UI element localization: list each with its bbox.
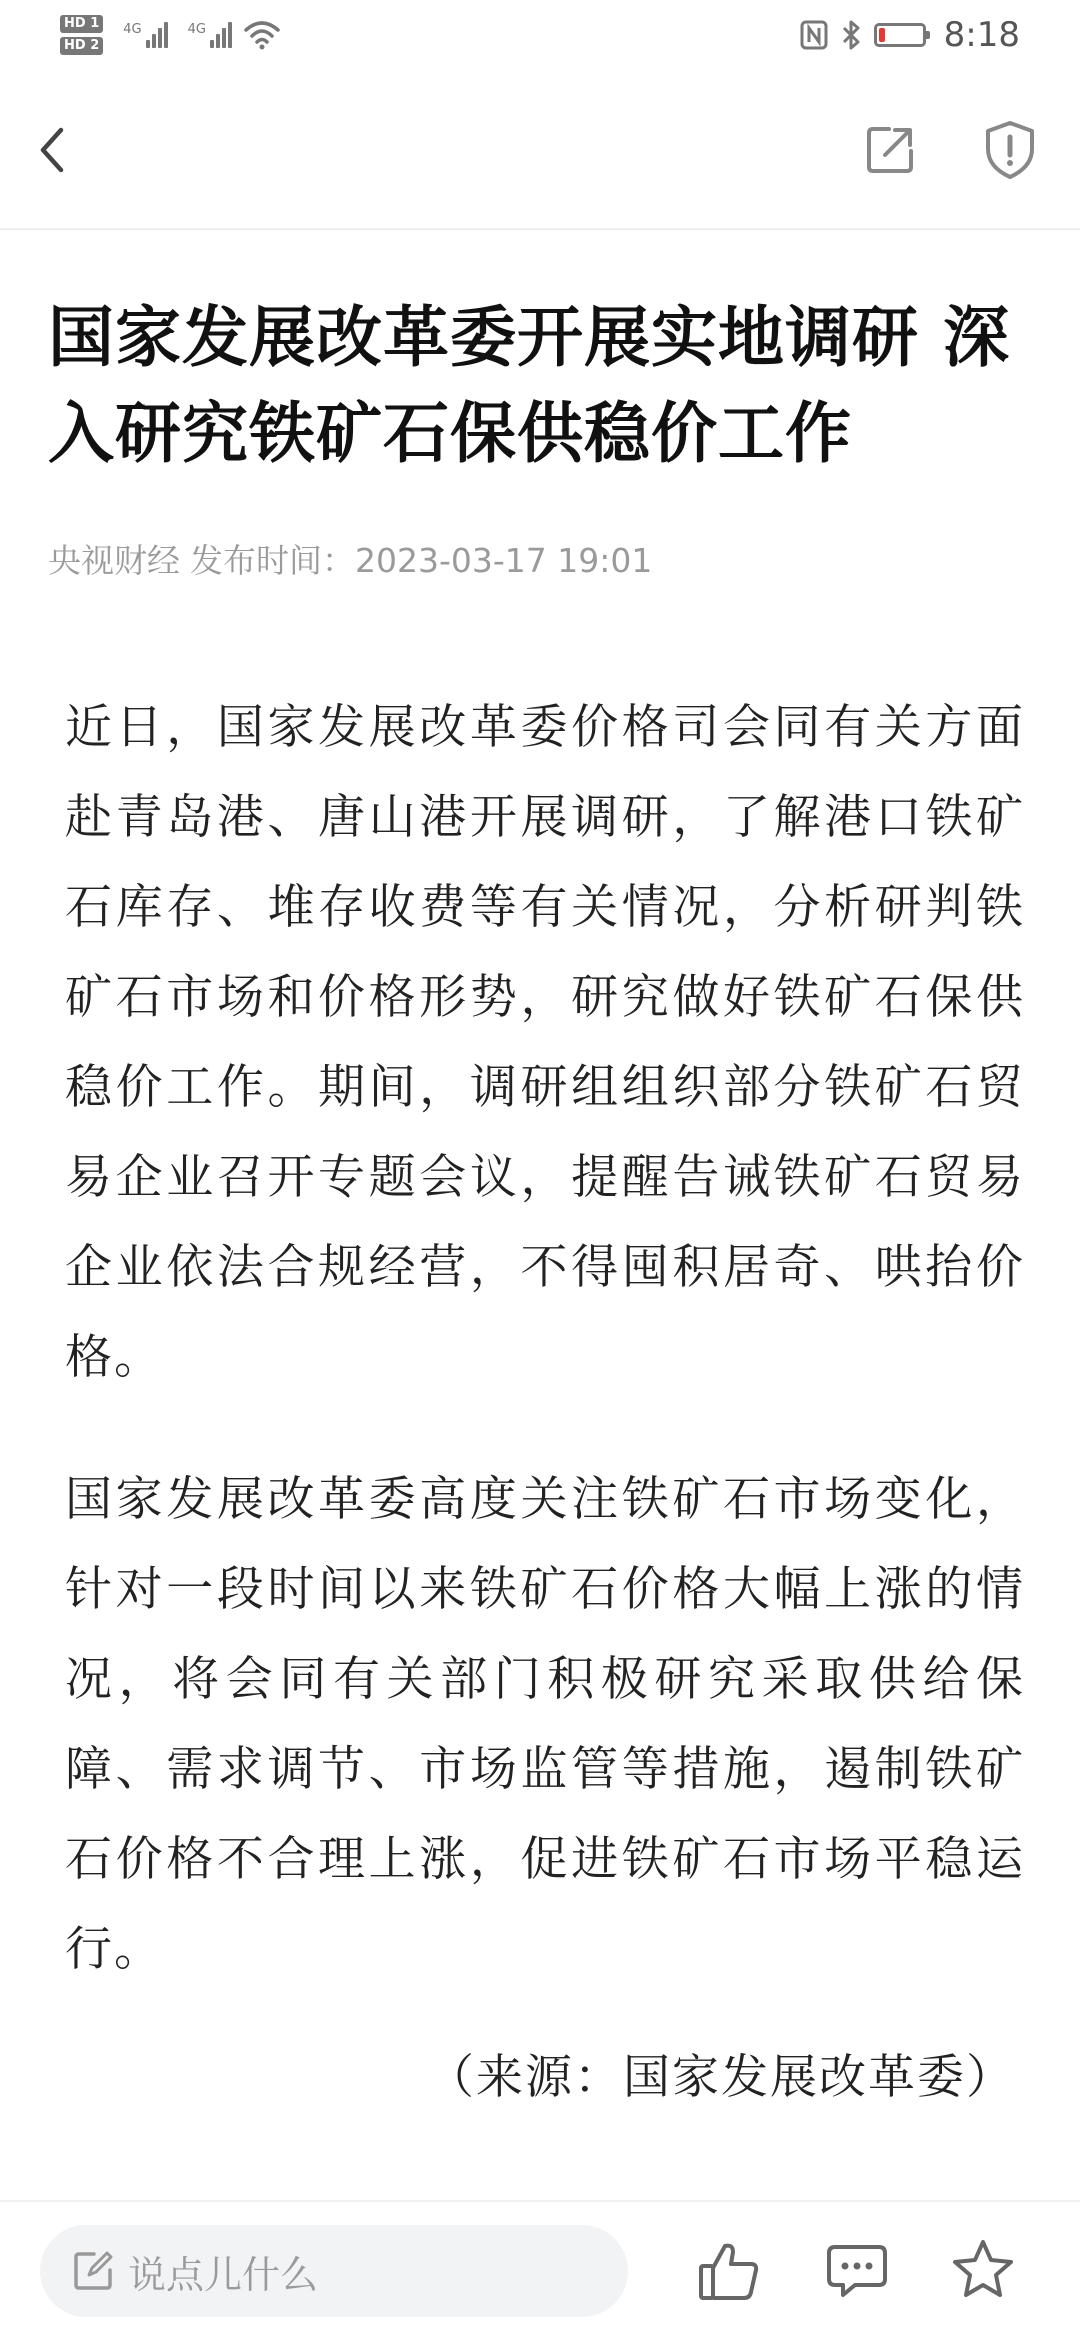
bluetooth-icon [840, 19, 862, 51]
publish-time-row [190, 535, 652, 582]
bottom-action-bar [0, 2200, 1080, 2340]
sim-badges [60, 15, 103, 55]
share-icon [863, 123, 917, 177]
publish-time: 2023-03-17 19:01 [355, 541, 653, 580]
share-button[interactable] [860, 120, 920, 180]
status-right [800, 15, 1020, 55]
article-paragraph-1: 近日，国家发展改革委价格司会同有关方面赴青岛港、唐山港开展调研，了解港口铁矿石库存、堆存收费等有关情况，分析研判铁矿石市场和价格形势，研究做好铁矿石保供稳价工作。期间，调研组组织部分铁矿石贸易企业召开专题会议，提醒告诫铁矿石贸易企业依法合规经营，不得囤积居奇、哄抬价格。 [65, 700, 1025, 1385]
status-bar [0, 0, 1080, 70]
article-paragraph-2: 国家发展改革委高度关注铁矿石市场变化，针对一段时间以来铁矿石价格大幅上涨的情况，将会同有关部门积极研究采取供给保障、需求调节、市场监管等措施，遏制铁矿石价格不合理上涨，促进铁矿石市场平稳运行。 [65, 1472, 1025, 1977]
network-type-2: 4G [187, 22, 206, 37]
signal-icon-1 [123, 22, 167, 48]
thumbs-up-icon [697, 2240, 761, 2302]
signal-icon-2 [188, 22, 232, 48]
status-left [60, 15, 280, 55]
article-source-name: 央视财经 [48, 541, 180, 580]
top-nav-bar [0, 90, 1080, 230]
report-button[interactable] [980, 118, 1040, 182]
article-title: 国家发展改革委开展实地调研 深入研究铁矿石保供稳价工作 [48, 299, 1010, 472]
battery-icon [874, 23, 926, 47]
comment-placeholder: 说点儿什么 [128, 2252, 319, 2297]
comment-input[interactable] [40, 2225, 628, 2317]
publish-label: 发布时间： [190, 541, 355, 580]
shield-alert-icon [982, 119, 1038, 181]
back-button[interactable] [22, 120, 82, 180]
chevron-left-icon [37, 126, 67, 174]
nfc-icon [800, 20, 828, 50]
like-button[interactable] [694, 2236, 764, 2306]
article-source-note: （来源：国家发展改革委） [427, 2050, 1015, 2105]
article-meta [48, 535, 652, 582]
hd1-badge: HD 1 [60, 15, 103, 33]
message-icon [825, 2241, 889, 2301]
hd2-badge: HD 2 [60, 37, 103, 55]
edit-icon [72, 2250, 114, 2292]
wifi-icon [244, 20, 280, 50]
star-icon [951, 2238, 1015, 2300]
clock: 8:18 [943, 15, 1020, 55]
comments-button[interactable] [822, 2236, 892, 2306]
network-type-1: 4G [123, 22, 142, 37]
favorite-button[interactable] [948, 2234, 1018, 2304]
battery-level [879, 28, 885, 42]
